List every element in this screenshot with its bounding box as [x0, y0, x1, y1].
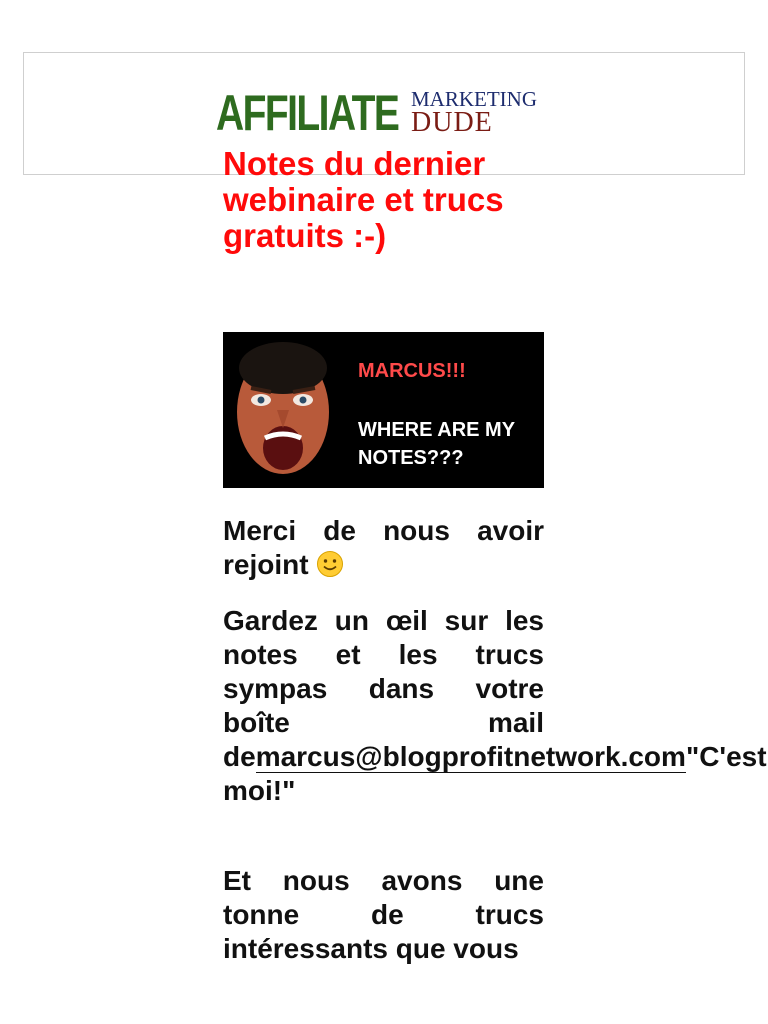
logo-top-text: MARKETING — [411, 87, 537, 111]
thanks-paragraph — [223, 514, 544, 582]
hero-image — [223, 332, 544, 488]
watch-inbox-paragraph — [223, 604, 767, 808]
watch-inbox-text: Gardez un œil sur les notes et les trucs sympas dans votre boîte mail de — [223, 605, 544, 772]
its-me-text: "C'est moi!" — [223, 741, 767, 806]
page-title: Notes du dernier webinaire et trucs gratuits :-) — [223, 145, 504, 254]
smiley-icon — [316, 550, 344, 578]
thanks-text: Merci de nous avoir rejoint — [223, 515, 544, 580]
email-link[interactable]: marcus@blogprofitnetwork.com — [255, 741, 686, 772]
logo-main-text: AFFILIATE — [216, 85, 399, 141]
more-paragraph: Et nous avons une tonne de trucs intéressants que vous — [223, 865, 544, 964]
logo-bottom-text: DUDE — [411, 107, 493, 138]
shouting-man-face-icon — [231, 338, 335, 484]
hero-headline: MARCUS!!! — [358, 360, 466, 382]
hero-subline: WHERE ARE MY NOTES??? — [358, 419, 515, 469]
